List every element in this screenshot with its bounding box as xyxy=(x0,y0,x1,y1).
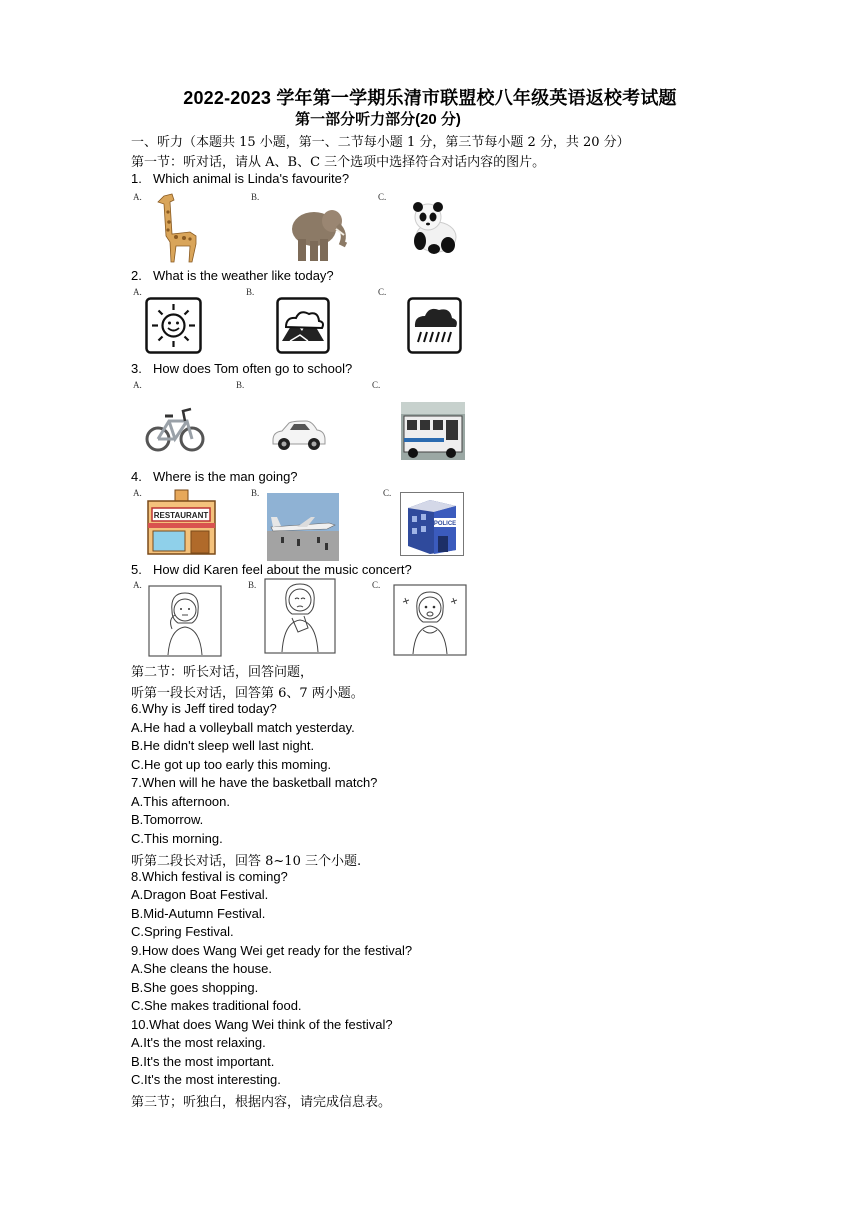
question-text: Where is the man going? xyxy=(153,469,298,484)
part3-intro: 第三节；听独白，根据内容，请完成信息表。 xyxy=(131,1095,392,1110)
option-label-b: B. xyxy=(248,580,257,590)
question-1 xyxy=(131,171,349,186)
police-sign-text: POLICE xyxy=(433,521,457,527)
panda-image xyxy=(406,199,462,255)
option-label-c: C. xyxy=(372,580,381,590)
question-number: 5. xyxy=(131,562,142,577)
q10-option-a: A.It's the most relaxing. xyxy=(131,1035,266,1050)
police-station-image xyxy=(400,492,464,556)
question-number: 2. xyxy=(131,268,142,283)
q8-option-b: B.Mid-Autumn Festival. xyxy=(131,906,266,921)
q8-option-a: A.Dragon Boat Festival. xyxy=(131,887,269,902)
option-label-b: B. xyxy=(251,488,260,498)
question-5 xyxy=(131,562,412,577)
option-label-c: C. xyxy=(378,287,387,297)
page-title: 2022-2023 学年第一学期乐清市联盟校八年级英语返校考试题 xyxy=(183,88,677,108)
option-label-a: A. xyxy=(133,192,142,202)
q9-stem: 9.How does Wang Wei get ready for the festival? xyxy=(131,943,413,958)
giraffe-image xyxy=(146,192,206,264)
option-label-b: B. xyxy=(251,192,260,202)
question-text: How did Karen feel about the music concert? xyxy=(153,562,412,577)
option-label-b: B. xyxy=(246,287,255,297)
q10-stem: 10.What does Wang Wei think of the festival? xyxy=(131,1017,393,1032)
question-text: What is the weather like today? xyxy=(153,268,334,283)
rain-cloud-icon xyxy=(407,297,462,354)
q7-option-a: A.This afternoon. xyxy=(131,794,230,809)
car-image xyxy=(270,418,328,452)
q6-stem: 6.Why is Jeff tired today? xyxy=(131,701,277,716)
question-number: 1. xyxy=(131,171,142,186)
page-subtitle: 第一部分听力部分(20 分) xyxy=(295,111,461,128)
restaurant-sign-text: RESTAURANT xyxy=(153,511,209,520)
girl-wiping-tears-image xyxy=(264,578,336,654)
question-text: How does Tom often go to school? xyxy=(153,361,353,376)
q6-option-c: C.He got up too early this moming. xyxy=(131,757,332,772)
option-label-a: A. xyxy=(133,287,142,297)
elephant-image xyxy=(286,203,350,263)
q9-option-a: A.She cleans the house. xyxy=(131,961,272,976)
question-3 xyxy=(131,361,352,376)
question-4 xyxy=(131,469,298,484)
option-label-a: A. xyxy=(133,580,142,590)
option-label-c: C. xyxy=(372,380,381,390)
option-label-c: C. xyxy=(383,488,392,498)
dialog2-intro: 听第二段长对话，回答 8~10 三个小题. xyxy=(131,854,362,869)
q7-option-c: C.This morning. xyxy=(131,831,223,846)
part2-intro: 第二节：听长对话，回答问题， xyxy=(131,665,314,680)
q7-stem: 7.When will he have the basketball match? xyxy=(131,775,378,790)
q7-option-b: B.Tomorrow. xyxy=(131,812,204,827)
listening-heading: 一、听力（本题共 15 小题，第一、二节每小题 1 分，第三节每小题 2 分，共 20 分） xyxy=(131,135,630,150)
restaurant-image xyxy=(145,489,218,556)
q10-option-b: B.It's the most important. xyxy=(131,1054,275,1069)
question-number: 4. xyxy=(131,469,142,484)
dialog1-intro: 听第一段长对话，回答第 6、7 两小题。 xyxy=(131,686,364,701)
question-text: Which animal is Linda's favourite? xyxy=(153,171,350,186)
option-label-b: B. xyxy=(236,380,245,390)
option-label-a: A. xyxy=(133,488,142,498)
girl-thinking-image xyxy=(148,585,222,657)
girl-excited-image xyxy=(393,584,467,656)
option-label-c: C. xyxy=(378,192,387,202)
q9-option-b: B.She goes shopping. xyxy=(131,980,259,995)
option-label-a: A. xyxy=(133,380,142,390)
airport-image xyxy=(267,493,339,561)
part1-intro: 第一节：听对话，请从 A、B、C 三个选项中选择符合对话内容的图片。 xyxy=(131,155,546,170)
q6-option-b: B.He didn't sleep well last night. xyxy=(131,738,315,753)
question-2 xyxy=(131,268,334,283)
q9-option-c: C.She makes traditional food. xyxy=(131,998,302,1013)
cloudy-mountain-icon xyxy=(276,297,330,354)
question-number: 3. xyxy=(131,361,142,376)
q10-option-c: C.It's the most interesting. xyxy=(131,1072,281,1087)
bicycle-image xyxy=(145,403,205,455)
bus-image xyxy=(401,402,465,460)
sunny-icon xyxy=(145,297,202,354)
q8-stem: 8.Which festival is coming? xyxy=(131,869,288,884)
q8-option-c: C.Spring Festival. xyxy=(131,924,234,939)
q6-option-a: A.He had a volleyball match yesterday. xyxy=(131,720,355,735)
